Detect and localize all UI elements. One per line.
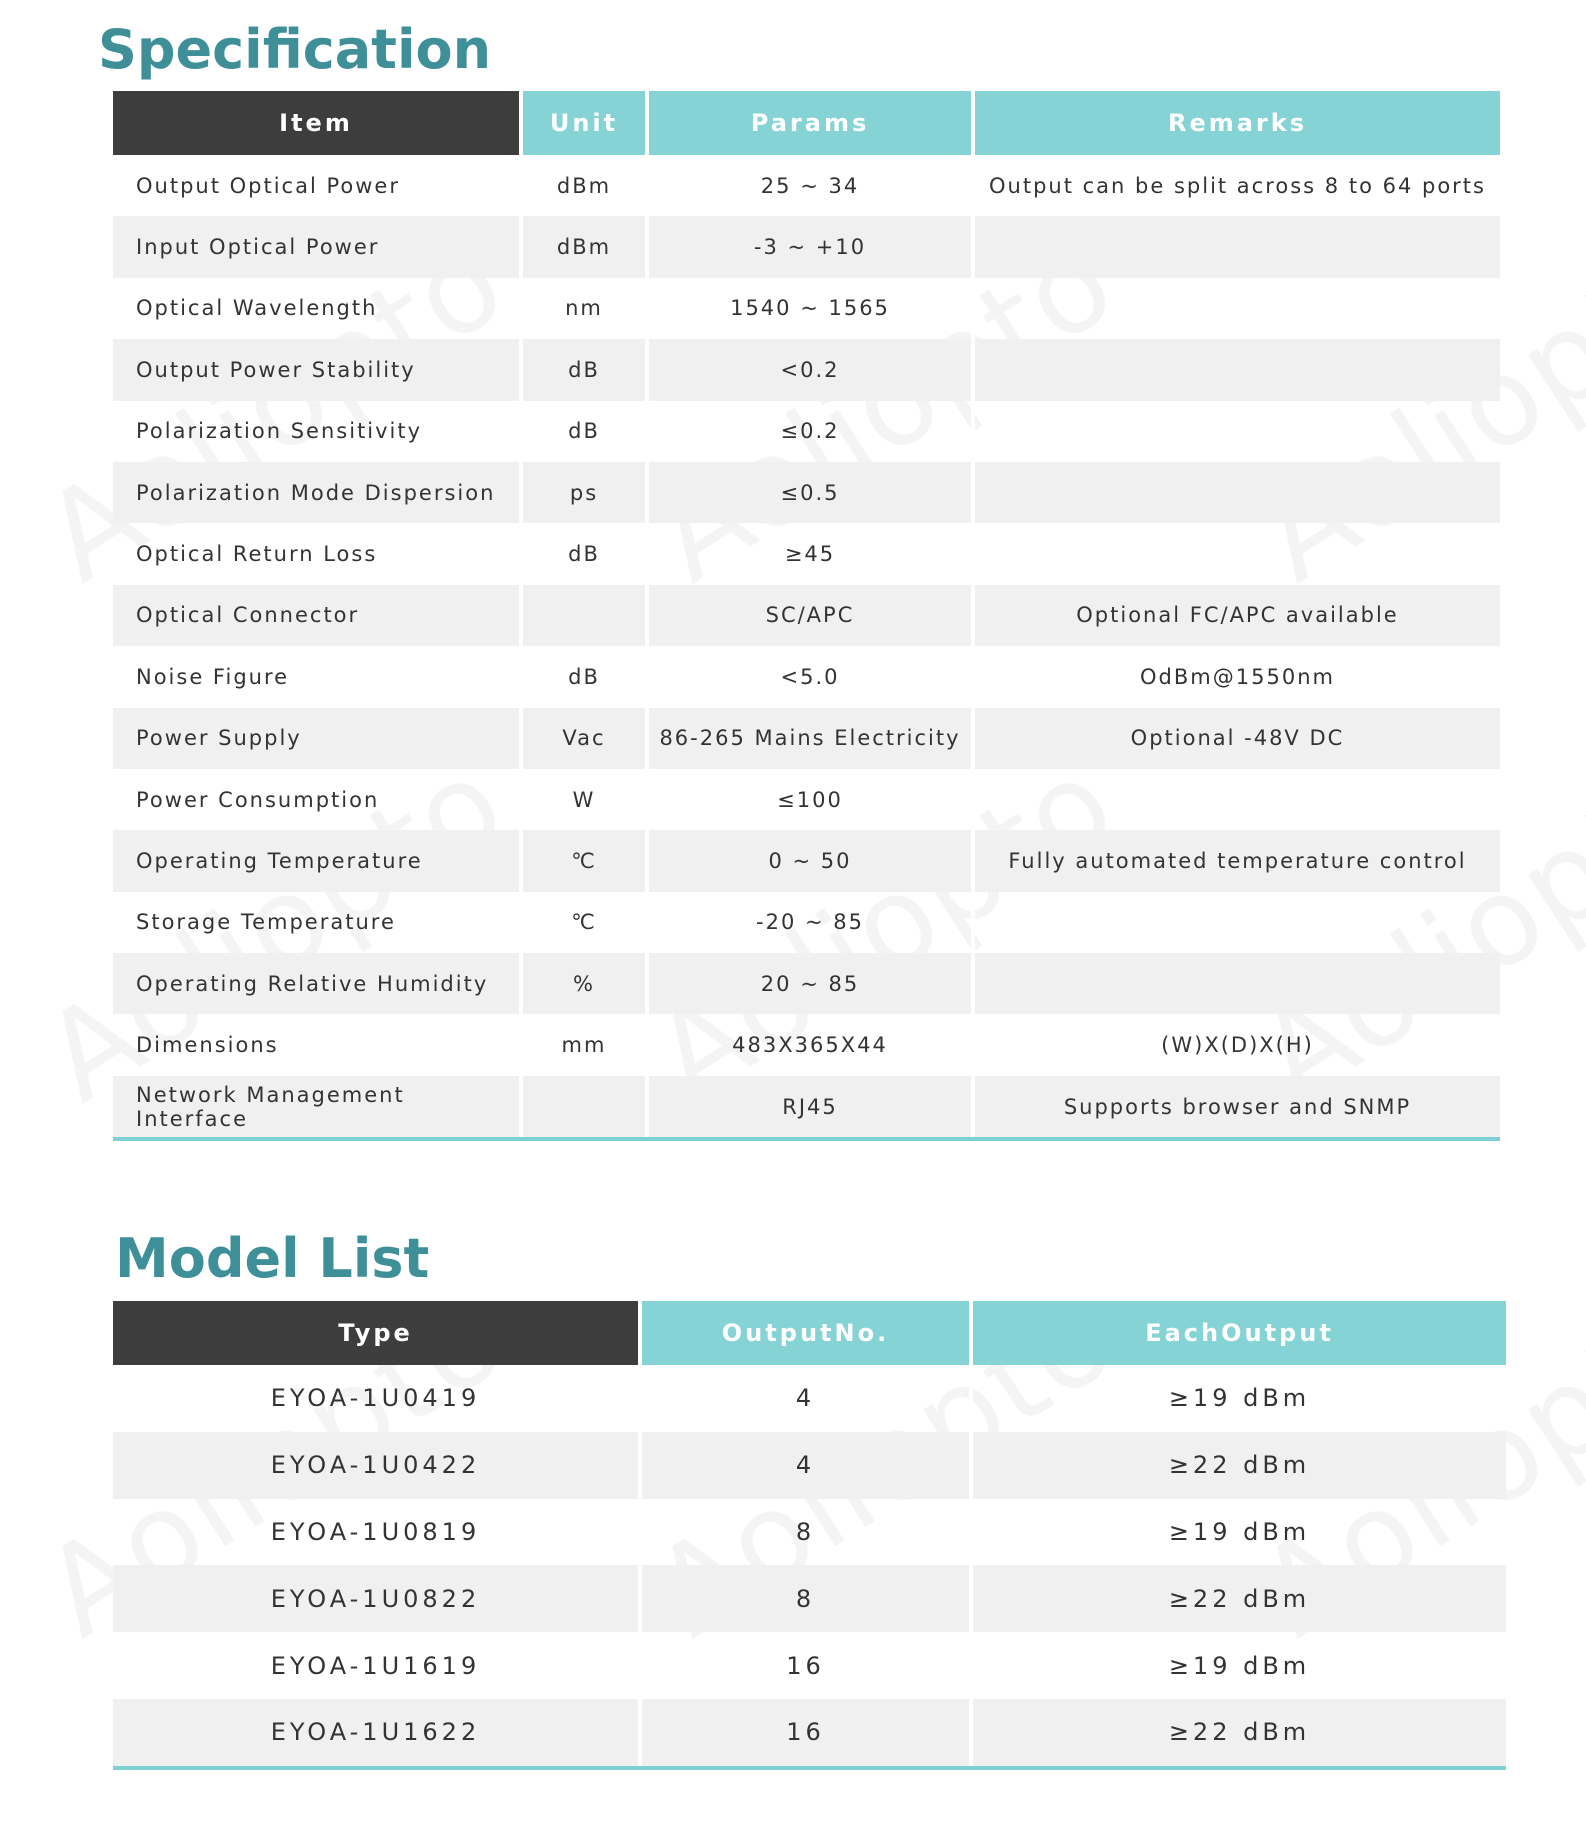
spec-unit-cell: mm (519, 1014, 645, 1075)
table-row (113, 585, 1500, 646)
spec-item-cell: Polarization Mode Dispersion (113, 462, 519, 523)
table-row (113, 1076, 1500, 1137)
spec-remarks-cell: Optional FC/APC available (971, 585, 1500, 646)
spec-remarks-cell (971, 339, 1500, 400)
spec-item-cell: Operating Temperature (113, 830, 519, 891)
spec-remarks-cell (971, 216, 1500, 277)
spec-item-cell: Optical Wavelength (136, 296, 378, 321)
spec-params-cell: RJ45 (645, 1076, 971, 1137)
model-output-no-cell: 8 (638, 1565, 969, 1632)
spec-remarks-cell (971, 462, 1500, 523)
spec-unit-cell (519, 585, 645, 646)
model-table (113, 1301, 1506, 1770)
spec-item-cell: Operating Relative Humidity (113, 953, 519, 1014)
spec-table-body (113, 155, 1500, 1137)
spec-unit-cell: dB (519, 401, 645, 462)
table-row (113, 155, 1500, 216)
spec-remarks-cell: Fully automated temperature control (971, 830, 1500, 891)
table-row (113, 1499, 1506, 1566)
spec-params-cell: ≤0.5 (645, 462, 971, 523)
table-row (113, 1014, 1500, 1075)
spec-params-cell: -3 ~ +10 (645, 216, 971, 277)
spec-params-cell: 25 ~ 34 (645, 155, 971, 216)
spec-remarks-cell (971, 523, 1500, 584)
model-header-type: Type (113, 1301, 638, 1365)
spec-item-cell: Power Supply (113, 708, 519, 769)
table-row (113, 278, 1500, 339)
table-row (113, 216, 1500, 277)
spec-item-cell: Optical Return Loss (136, 542, 378, 567)
spec-item-cell: Input Optical Power (113, 216, 519, 277)
model-type-cell: EYOA-1U0422 (113, 1432, 638, 1499)
spec-item-cell: Output Optical Power (136, 173, 400, 198)
spec-header-params: Params (645, 91, 971, 155)
model-header-output-no: OutputNo. (638, 1301, 969, 1365)
spec-unit-cell: ℃ (519, 892, 645, 953)
spec-item-cell: Polarization Sensitivity (136, 419, 423, 444)
model-table-body (113, 1365, 1506, 1766)
spec-params-cell: 20 ~ 85 (645, 953, 971, 1014)
spec-item-cell: Dimensions (136, 1033, 279, 1058)
spec-header-row (113, 91, 1500, 155)
spec-unit-cell: dBm (519, 216, 645, 277)
spec-header-item: Item (113, 91, 519, 155)
spec-remarks-cell: Output can be split across 8 to 64 ports (971, 155, 1500, 216)
model-type-cell: EYOA-1U1622 (113, 1699, 638, 1766)
spec-params-cell: ≤0.2 (645, 401, 971, 462)
table-row (113, 646, 1500, 707)
spec-header-remarks: Remarks (971, 91, 1500, 155)
model-each-output-cell: ≥19 dBm (969, 1365, 1506, 1432)
spec-item-cell: Optical Connector (113, 585, 519, 646)
spec-unit-cell: dB (519, 523, 645, 584)
spec-unit-cell: W (519, 769, 645, 830)
model-each-output-cell: ≥19 dBm (969, 1632, 1506, 1699)
spec-unit-cell (519, 1076, 645, 1137)
model-output-no-cell: 16 (638, 1632, 969, 1699)
spec-unit-cell: dB (519, 339, 645, 400)
spec-params-cell: <0.2 (645, 339, 971, 400)
spec-unit-cell: ps (519, 462, 645, 523)
model-output-no-cell: 16 (638, 1699, 969, 1766)
table-row (113, 462, 1500, 523)
model-list-heading: Model List (115, 1227, 430, 1290)
model-each-output-cell: ≥19 dBm (969, 1499, 1506, 1566)
spec-item-cell: Storage Temperature (136, 910, 396, 935)
spec-remarks-cell: Supports browser and SNMP (971, 1076, 1500, 1137)
spec-header-unit: Unit (519, 91, 645, 155)
spec-item-cell: Output Power Stability (113, 339, 519, 400)
spec-remarks-cell: Optional -48V DC (971, 708, 1500, 769)
table-row (113, 1365, 1506, 1432)
spec-table (113, 91, 1500, 1141)
spec-remarks-cell (971, 278, 1500, 339)
model-each-output-cell: ≥22 dBm (969, 1699, 1506, 1766)
model-type-cell: EYOA-1U0419 (270, 1384, 481, 1413)
spec-unit-cell: ℃ (519, 830, 645, 891)
table-row (113, 830, 1500, 891)
spec-item-cell: Network Management Interface (113, 1076, 519, 1137)
spec-unit-cell: dBm (519, 155, 645, 216)
spec-params-cell: 86-265 Mains Electricity (645, 708, 971, 769)
spec-unit-cell: dB (519, 646, 645, 707)
table-row (113, 1565, 1506, 1632)
spec-remarks-cell (971, 892, 1500, 953)
table-row (113, 401, 1500, 462)
spec-params-cell: 483X365X44 (645, 1014, 971, 1075)
spec-item-cell: Power Consumption (136, 787, 380, 812)
spec-item-cell: Noise Figure (136, 664, 290, 689)
model-header-each-output: EachOutput (969, 1301, 1506, 1365)
model-output-no-cell: 8 (638, 1499, 969, 1566)
table-row (113, 1632, 1506, 1699)
spec-unit-cell: Vac (519, 708, 645, 769)
spec-unit-cell: nm (519, 278, 645, 339)
table-row (113, 1432, 1506, 1499)
spec-params-cell: <5.0 (645, 646, 971, 707)
model-each-output-cell: ≥22 dBm (969, 1432, 1506, 1499)
spec-params-cell: ≥45 (645, 523, 971, 584)
model-header-row (113, 1301, 1506, 1365)
spec-remarks-cell: (W)X(D)X(H) (971, 1014, 1500, 1075)
spec-params-cell: 0 ~ 50 (645, 830, 971, 891)
spec-remarks-cell (971, 401, 1500, 462)
table-row (113, 708, 1500, 769)
model-output-no-cell: 4 (638, 1365, 969, 1432)
model-type-cell: EYOA-1U1619 (270, 1651, 481, 1680)
model-type-cell: EYOA-1U0822 (113, 1565, 638, 1632)
spec-heading: Specification (98, 18, 492, 81)
spec-params-cell: 1540 ~ 1565 (645, 278, 971, 339)
table-row (113, 769, 1500, 830)
spec-params-cell: ≤100 (645, 769, 971, 830)
table-row (113, 953, 1500, 1014)
table-row (113, 523, 1500, 584)
spec-unit-cell: % (519, 953, 645, 1014)
model-each-output-cell: ≥22 dBm (969, 1565, 1506, 1632)
table-row (113, 1699, 1506, 1766)
table-row (113, 892, 1500, 953)
spec-remarks-cell (971, 769, 1500, 830)
spec-params-cell: SC/APC (645, 585, 971, 646)
table-row (113, 339, 1500, 400)
model-type-cell: EYOA-1U0819 (270, 1517, 481, 1546)
spec-remarks-cell (971, 953, 1500, 1014)
spec-params-cell: -20 ~ 85 (645, 892, 971, 953)
model-output-no-cell: 4 (638, 1432, 969, 1499)
spec-remarks-cell: OdBm@1550nm (971, 646, 1500, 707)
